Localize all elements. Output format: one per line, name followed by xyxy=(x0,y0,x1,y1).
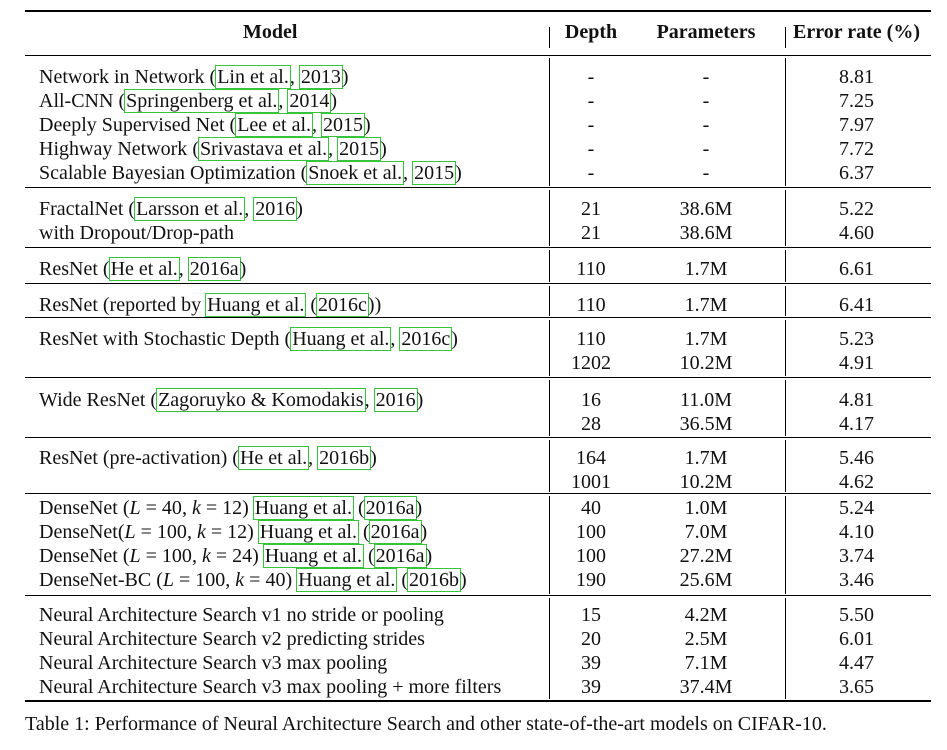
hyperparam-k: k = 12 xyxy=(191,497,243,519)
error-rate-value: 6.01 xyxy=(839,628,874,650)
model-label: Wide ResNet xyxy=(39,389,146,411)
column-divider xyxy=(549,380,550,436)
citation-year-link[interactable]: 2016b xyxy=(319,447,370,469)
depth-value: - xyxy=(587,114,595,136)
depth-value: 1001 xyxy=(571,471,611,493)
error-rate-value: 5.23 xyxy=(839,328,874,350)
citation-author-link[interactable]: Lin et al. xyxy=(217,66,289,88)
depth-value: 110 xyxy=(576,294,606,316)
header-column-divider xyxy=(785,27,786,48)
parameters-value: 7.0M xyxy=(684,521,728,543)
model-name: DenseNet-BC (L = 100, k = 40) Huang et al. (2016b) xyxy=(39,569,467,591)
parameters-value: - xyxy=(702,66,710,88)
citation-year-link[interactable]: 2013 xyxy=(300,66,341,88)
model-name: DenseNet(L = 100, k = 12) Huang et al. (2016a) xyxy=(39,521,428,543)
depth-value: 110 xyxy=(576,328,606,350)
hyperparam-l: L = 100 xyxy=(124,521,187,543)
citation-author-link[interactable]: Srivastava et al. xyxy=(199,138,328,160)
error-rate-value: 4.60 xyxy=(839,222,874,244)
parameters-value: 25.6M xyxy=(679,569,733,591)
parameters-value: - xyxy=(702,90,710,112)
parameters-value: 38.6M xyxy=(679,198,733,220)
model-label: Highway Network xyxy=(39,138,188,160)
citation-year-link[interactable]: 2016c xyxy=(318,294,367,316)
parameters-value: 1.7M xyxy=(684,258,728,280)
depth-value: 40 xyxy=(581,497,601,519)
depth-value: 20 xyxy=(581,628,601,650)
error-rate-value: 4.10 xyxy=(839,521,874,543)
citation-author-link[interactable]: Lee et al. xyxy=(237,114,312,136)
model-label: with Dropout/Drop-path xyxy=(39,222,234,244)
depth-value: 100 xyxy=(576,521,606,543)
model-label: DenseNet xyxy=(39,497,118,519)
column-divider xyxy=(549,190,550,246)
depth-value: 39 xyxy=(581,676,601,698)
depth-value: - xyxy=(587,162,595,184)
parameters-value: 7.1M xyxy=(684,652,728,674)
model-name: FractalNet (Larsson et al., 2016) xyxy=(39,198,303,220)
group-separator xyxy=(25,283,931,284)
model-label: DenseNet xyxy=(39,545,118,567)
header-column-divider xyxy=(549,27,550,48)
depth-value: 28 xyxy=(581,413,601,435)
depth-value: - xyxy=(587,66,595,88)
depth-value: 15 xyxy=(581,604,601,626)
header-rule xyxy=(25,55,931,56)
model-label: FractalNet xyxy=(39,198,124,220)
error-rate-value: 3.65 xyxy=(839,676,874,698)
model-label: Deeply Supervised Net xyxy=(39,114,225,136)
model-name: DenseNet (L = 100, k = 24) Huang et al. (2016a) xyxy=(39,545,433,567)
model-name xyxy=(39,627,425,651)
column-divider xyxy=(549,286,550,316)
parameters-value: 27.2M xyxy=(679,545,733,567)
header-model: Model xyxy=(243,21,298,43)
citation-year-link[interactable]: 2016 xyxy=(375,389,416,411)
error-rate-value: 5.50 xyxy=(839,604,874,626)
group-separator xyxy=(25,437,931,438)
parameters-value: 1.7M xyxy=(684,294,728,316)
citation-author-link[interactable]: Springenberg et al. xyxy=(126,90,278,112)
header-parameters: Parameters xyxy=(656,21,756,43)
column-divider xyxy=(549,320,550,376)
group-separator xyxy=(25,317,931,318)
bottom-rule xyxy=(25,700,931,702)
citation-author-link[interactable]: Larsson et al. xyxy=(136,198,244,220)
error-rate-value: 3.46 xyxy=(839,569,874,591)
model-label: DenseNet-BC xyxy=(39,569,152,591)
depth-value: 21 xyxy=(581,198,601,220)
column-divider xyxy=(549,440,550,492)
group-separator xyxy=(25,377,931,378)
hyperparam-k: k = 24 xyxy=(201,545,253,567)
model-label: ResNet xyxy=(39,258,98,280)
parameters-value: 2.5M xyxy=(684,628,728,650)
model-label: Neural Architecture Search v2 predicting strides xyxy=(39,628,425,650)
citation-author-link[interactable]: Snoek et al. xyxy=(308,162,403,184)
model-name xyxy=(39,221,234,245)
parameters-value: 1.0M xyxy=(684,497,728,519)
column-divider xyxy=(549,598,550,699)
citation-author-link[interactable]: Huang et al. xyxy=(264,545,362,567)
parameters-value: 36.5M xyxy=(679,413,733,435)
model-label: Neural Architecture Search v3 max pooling + more filters xyxy=(39,676,502,698)
parameters-value: 11.0M xyxy=(679,389,733,411)
error-rate-value: 4.62 xyxy=(839,471,874,493)
depth-value: 1202 xyxy=(571,352,611,374)
error-rate-value: 4.17 xyxy=(839,413,874,435)
citation-year-link[interactable]: 2014 xyxy=(289,90,330,112)
model-label: DenseNet xyxy=(39,521,118,543)
citation-author-link[interactable]: He et al. xyxy=(239,447,308,469)
citation-year-link[interactable]: 2016a xyxy=(370,521,420,543)
error-rate-value: 4.81 xyxy=(839,389,874,411)
error-rate-value: 5.22 xyxy=(839,198,874,220)
model-name xyxy=(39,603,444,627)
column-divider xyxy=(549,496,550,594)
model-name xyxy=(39,651,387,675)
model-name: Network in Network (Lin et al., 2013) xyxy=(39,66,349,88)
error-rate-value: 3.74 xyxy=(839,545,874,567)
model-name: Deeply Supervised Net (Lee et al., 2015) xyxy=(39,114,371,136)
depth-value: 39 xyxy=(581,652,601,674)
citation-year-link[interactable]: 2016c xyxy=(401,328,451,350)
error-rate-value: 8.81 xyxy=(839,66,874,88)
depth-value: 16 xyxy=(581,389,601,411)
model-name: All-CNN (Springenberg et al., 2014) xyxy=(39,90,338,112)
model-name: ResNet (He et al., 2016a) xyxy=(39,258,247,280)
model-label: Scalable Bayesian Optimization xyxy=(39,162,296,184)
model-name: ResNet (reported by Huang et al. (2016c)) xyxy=(39,294,382,316)
model-label: Network in Network xyxy=(39,66,205,88)
model-name xyxy=(39,675,501,699)
model-label: ResNet with Stochastic Depth xyxy=(39,328,280,350)
depth-value: - xyxy=(587,138,595,160)
group-separator xyxy=(25,595,931,596)
model-name: DenseNet (L = 40, k = 12) Huang et al. (2016a) xyxy=(39,497,423,519)
column-divider xyxy=(549,250,550,282)
citation-year-link[interactable]: 2016 xyxy=(255,198,296,220)
parameters-value: 37.4M xyxy=(679,676,733,698)
citation-author-link[interactable]: Huang et al. xyxy=(292,328,390,350)
citation-author-link[interactable]: He et al. xyxy=(110,258,178,280)
model-name: Highway Network (Srivastava et al., 2015) xyxy=(39,138,387,160)
citation-year-link[interactable]: 2016a xyxy=(189,258,239,280)
parameters-value: - xyxy=(702,114,710,136)
model-name: Scalable Bayesian Optimization (Snoek et al., 2015) xyxy=(39,162,462,184)
model-label: ResNet (reported by xyxy=(39,294,202,316)
column-divider xyxy=(549,58,550,186)
citation-year-link[interactable]: 2016a xyxy=(365,497,415,519)
citation-year-link[interactable]: 2015 xyxy=(323,114,364,136)
error-rate-value: 5.46 xyxy=(839,447,874,469)
group-separator xyxy=(25,187,931,188)
model-name: ResNet with Stochastic Depth (Huang et al., 2016c) xyxy=(39,328,458,350)
model-label: ResNet (pre-activation) xyxy=(39,447,228,469)
model-name: Wide ResNet (Zagoruyko & Komodakis, 2016) xyxy=(39,389,424,411)
citation-author-link[interactable]: Huang et al. xyxy=(259,521,357,543)
hyperparam-l: L = 100 xyxy=(162,569,226,591)
citation-year-link[interactable]: 2016a xyxy=(375,545,425,567)
error-rate-value: 7.72 xyxy=(839,138,874,160)
citation-author-link[interactable]: Huang et al. xyxy=(207,294,305,316)
error-rate-value: 7.25 xyxy=(839,90,874,112)
depth-value: 164 xyxy=(576,447,606,469)
model-label: All-CNN xyxy=(39,90,114,112)
citation-author-link[interactable]: Huang et al. xyxy=(254,497,352,519)
top-rule xyxy=(25,10,931,12)
depth-value: 190 xyxy=(576,569,606,591)
error-rate-value: 7.97 xyxy=(839,114,874,136)
parameters-value: 1.7M xyxy=(684,447,728,469)
hyperparam-l: L = 100 xyxy=(129,545,192,567)
model-name: ResNet (pre-activation) (He et al., 2016b) xyxy=(39,447,377,469)
citation-year-link[interactable]: 2015 xyxy=(414,162,455,184)
parameters-value: - xyxy=(702,162,710,184)
parameters-value: 38.6M xyxy=(679,222,733,244)
error-rate-value: 5.24 xyxy=(839,497,874,519)
table-caption: Table 1: Performance of Neural Architecture Search and other state-of-the-art models on CIFAR-10. xyxy=(25,713,827,735)
error-rate-value: 6.41 xyxy=(839,294,874,316)
hyperparam-k: k = 12 xyxy=(196,521,248,543)
parameters-value: 10.2M xyxy=(679,471,733,493)
parameters-value: 10.2M xyxy=(679,352,733,374)
parameters-value: - xyxy=(702,138,710,160)
error-rate-value: 4.47 xyxy=(839,652,874,674)
citation-author-link[interactable]: Zagoruyko & Komodakis xyxy=(158,389,364,411)
hyperparam-k: k = 40 xyxy=(235,569,286,591)
group-separator xyxy=(25,247,931,248)
depth-value: - xyxy=(587,90,595,112)
hyperparam-l: L = 40 xyxy=(129,497,182,519)
header-error-rate: Error rate (%) xyxy=(793,21,920,43)
error-rate-value: 6.61 xyxy=(839,258,874,280)
error-rate-value: 4.91 xyxy=(839,352,874,374)
citation-year-link[interactable]: 2015 xyxy=(339,138,380,160)
citation-author-link[interactable]: Huang et al. xyxy=(298,569,396,591)
depth-value: 21 xyxy=(581,222,601,244)
citation-year-link[interactable]: 2016b xyxy=(408,569,459,591)
header-depth: Depth xyxy=(564,21,618,43)
depth-value: 110 xyxy=(576,258,606,280)
parameters-value: 1.7M xyxy=(684,328,728,350)
model-label: Neural Architecture Search v3 max pooling xyxy=(39,652,388,674)
error-rate-value: 6.37 xyxy=(839,162,874,184)
model-label: Neural Architecture Search v1 no stride or pooling xyxy=(39,604,444,626)
depth-value: 100 xyxy=(576,545,606,567)
parameters-value: 4.2M xyxy=(684,604,728,626)
